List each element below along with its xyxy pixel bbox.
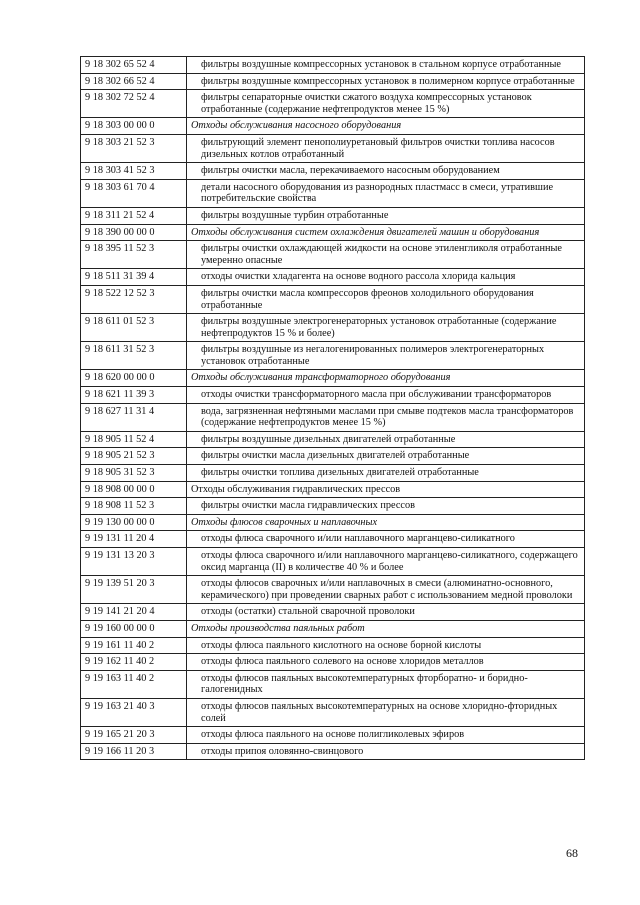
table-group-row [81, 514, 585, 531]
waste-catalog-body [81, 57, 585, 760]
waste-code: 9 18 905 31 52 3 [81, 465, 187, 482]
waste-description: вода, загрязненная нефтяными маслами при смыве подтеков масла трансформаторов (содержание нефтепродуктов менее 15 %) [187, 403, 585, 431]
waste-code: 9 18 303 41 52 3 [81, 163, 187, 180]
table-row [81, 743, 585, 760]
waste-description: фильтры воздушные дизельных двигателей отработанные [187, 431, 585, 448]
waste-code: 9 18 522 12 52 3 [81, 285, 187, 313]
waste-description: фильтры очистки охлаждающей жидкости на основе этиленгликоля отработанные умеренно опасные [187, 241, 585, 269]
table-row [81, 207, 585, 224]
waste-description: фильтры очистки масла, перекачиваемого насосным оборудованием [187, 163, 585, 180]
waste-code: 9 18 302 65 52 4 [81, 57, 187, 74]
waste-description: фильтры воздушные из негалогенированных полимеров электрогенераторных установок отработанные [187, 342, 585, 370]
table-row [81, 90, 585, 118]
table-row [81, 342, 585, 370]
table-group-row [81, 118, 585, 135]
table-group-row [81, 481, 585, 498]
waste-description: фильтры воздушные компрессорных установок в полимерном корпусе отработанные [187, 73, 585, 90]
table-row [81, 576, 585, 604]
table-row [81, 241, 585, 269]
waste-description: Отходы флюсов сварочных и наплавочных [187, 514, 585, 531]
table-row [81, 73, 585, 90]
waste-description: Отходы обслуживания систем охлаждения двигателей машин и оборудования [187, 224, 585, 241]
waste-code: 9 18 390 00 00 0 [81, 224, 187, 241]
waste-code: 9 18 302 72 52 4 [81, 90, 187, 118]
waste-code: 9 19 163 21 40 3 [81, 698, 187, 726]
table-row [81, 163, 585, 180]
waste-description: фильтрующий элемент пенополиуретановый фильтров очистки топлива насосов дизельных котлов отработанный [187, 134, 585, 162]
waste-code: 9 18 611 01 52 3 [81, 314, 187, 342]
table-row [81, 387, 585, 404]
waste-code: 9 18 905 11 52 4 [81, 431, 187, 448]
waste-description: фильтры очистки масла дизельных двигателей отработанные [187, 448, 585, 465]
waste-description: фильтры сепараторные очистки сжатого воздуха компрессорных установок отработанные (содержание нефтепродуктов менее 15 %) [187, 90, 585, 118]
waste-description: отходы флюса паяльного на основе полигликолевых эфиров [187, 727, 585, 744]
waste-description: отходы флюсов паяльных высокотемпературных на основе хлоридно-фторидных солей [187, 698, 585, 726]
waste-code: 9 19 160 00 00 0 [81, 620, 187, 637]
waste-description: отходы (остатки) стальной сварочной проволоки [187, 604, 585, 621]
table-row [81, 548, 585, 576]
table-row [81, 465, 585, 482]
table-row [81, 269, 585, 286]
table-row [81, 670, 585, 698]
waste-description: отходы флюса паяльного солевого на основе хлоридов металлов [187, 654, 585, 671]
table-row [81, 531, 585, 548]
waste-description: детали насосного оборудования из разнородных пластмасс в смеси, утратившие потребительские свойства [187, 179, 585, 207]
table-group-row [81, 370, 585, 387]
waste-description: фильтры воздушные электрогенераторных установок отработанные (содержание нефтепродуктов 15 % и более) [187, 314, 585, 342]
waste-description: Отходы обслуживания трансформаторного оборудования [187, 370, 585, 387]
waste-catalog-table [80, 56, 585, 760]
waste-description: отходы очистки хладагента на основе водного рассола хлорида кальция [187, 269, 585, 286]
waste-description: фильтры очистки масла компрессоров фреонов холодильного оборудования отработанные [187, 285, 585, 313]
waste-code: 9 18 908 11 52 3 [81, 498, 187, 515]
waste-description: фильтры очистки топлива дизельных двигателей отработанные [187, 465, 585, 482]
waste-code: 9 19 165 21 20 3 [81, 727, 187, 744]
waste-description: отходы припоя оловянно-свинцового [187, 743, 585, 760]
waste-code: 9 19 131 13 20 3 [81, 548, 187, 576]
waste-description: отходы флюсов сварочных и/или наплавочных в смеси (алюминатно-основного, керамического) при проведении сварных работ с использованием медной проволоки [187, 576, 585, 604]
waste-code: 9 18 627 11 31 4 [81, 403, 187, 431]
waste-code: 9 18 908 00 00 0 [81, 481, 187, 498]
table-row [81, 698, 585, 726]
waste-code: 9 18 620 00 00 0 [81, 370, 187, 387]
waste-code: 9 18 511 31 39 4 [81, 269, 187, 286]
table-row [81, 134, 585, 162]
waste-code: 9 18 311 21 52 4 [81, 207, 187, 224]
table-row [81, 604, 585, 621]
waste-code: 9 18 303 61 70 4 [81, 179, 187, 207]
waste-description: фильтры воздушные турбин отработанные [187, 207, 585, 224]
table-row [81, 314, 585, 342]
table-row [81, 431, 585, 448]
waste-description: отходы флюса сварочного и/или наплавочного марганцево-силикатного, содержащего оксид марганца (II) в количестве 40 % и более [187, 548, 585, 576]
waste-code: 9 18 611 31 52 3 [81, 342, 187, 370]
table-group-row [81, 620, 585, 637]
table-row [81, 448, 585, 465]
waste-description: Отходы производства паяльных работ [187, 620, 585, 637]
waste-code: 9 18 395 11 52 3 [81, 241, 187, 269]
table-row [81, 57, 585, 74]
waste-code: 9 18 621 11 39 3 [81, 387, 187, 404]
waste-code: 9 19 161 11 40 2 [81, 637, 187, 654]
table-row [81, 498, 585, 515]
waste-description: фильтры воздушные компрессорных установок в стальном корпусе отработанные [187, 57, 585, 74]
table-row [81, 637, 585, 654]
waste-code: 9 19 139 51 20 3 [81, 576, 187, 604]
waste-code: 9 18 303 00 00 0 [81, 118, 187, 135]
waste-code: 9 19 162 11 40 2 [81, 654, 187, 671]
waste-description: Отходы обслуживания гидравлических прессов [187, 481, 585, 498]
waste-code: 9 19 166 11 20 3 [81, 743, 187, 760]
waste-code: 9 19 141 21 20 4 [81, 604, 187, 621]
waste-code: 9 19 130 00 00 0 [81, 514, 187, 531]
waste-code: 9 19 163 11 40 2 [81, 670, 187, 698]
waste-code: 9 18 905 21 52 3 [81, 448, 187, 465]
table-row [81, 403, 585, 431]
table-row [81, 285, 585, 313]
waste-code: 9 18 302 66 52 4 [81, 73, 187, 90]
table-row [81, 654, 585, 671]
waste-description: фильтры очистки масла гидравлических прессов [187, 498, 585, 515]
waste-description: отходы флюса сварочного и/или наплавочного марганцево-силикатного [187, 531, 585, 548]
table-row [81, 179, 585, 207]
waste-description: отходы флюса паяльного кислотного на основе борной кислоты [187, 637, 585, 654]
table-row [81, 727, 585, 744]
waste-description: отходы очистки трансформаторного масла при обслуживании трансформаторов [187, 387, 585, 404]
table-group-row [81, 224, 585, 241]
waste-code: 9 18 303 21 52 3 [81, 134, 187, 162]
page-number: 68 [566, 846, 578, 860]
waste-code: 9 19 131 11 20 4 [81, 531, 187, 548]
waste-description: Отходы обслуживания насосного оборудования [187, 118, 585, 135]
waste-description: отходы флюсов паяльных высокотемпературных фторборатно- и боридно-галогенидных [187, 670, 585, 698]
